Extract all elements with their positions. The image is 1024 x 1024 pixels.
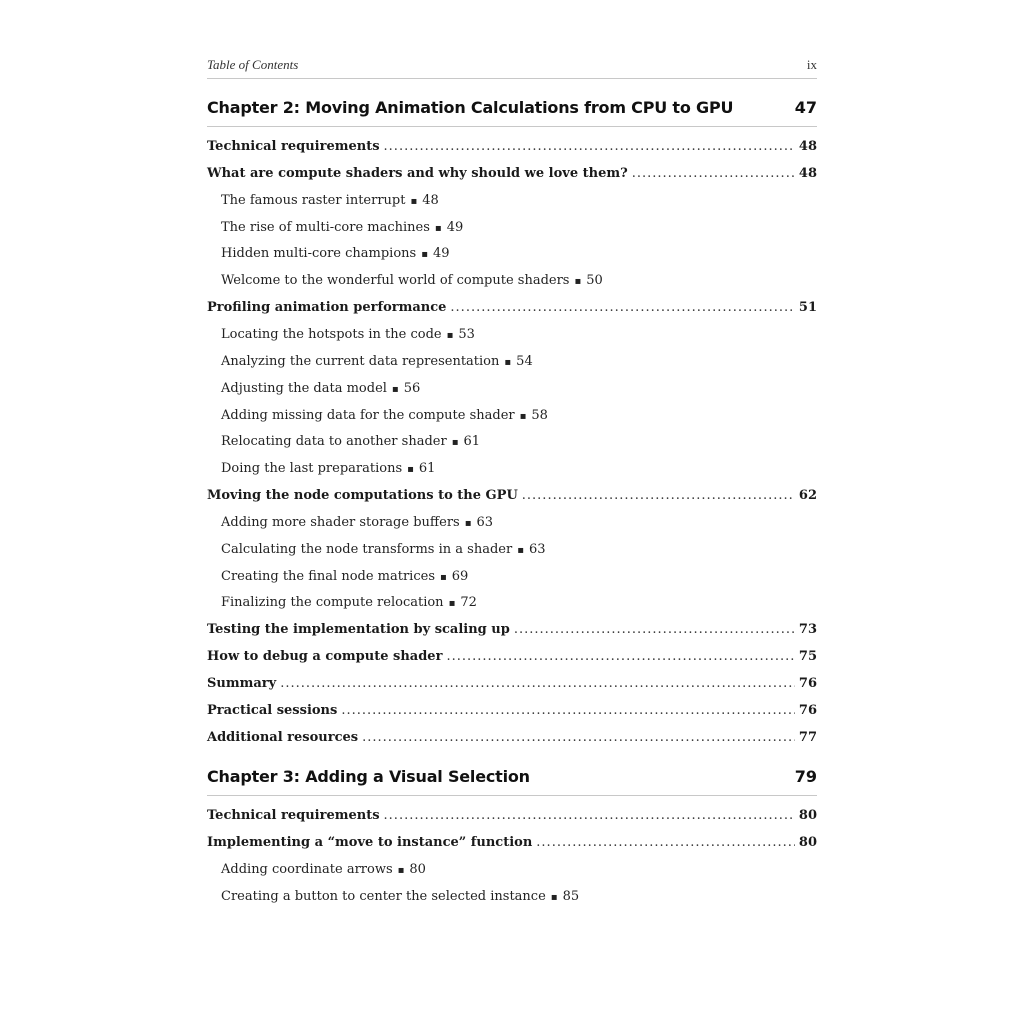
bullet-separator-icon: ▪ [517, 544, 524, 556]
toc-subsection-entry[interactable] [207, 567, 817, 587]
toc-subsection-entry[interactable] [207, 406, 817, 426]
section-page-number: 76 [798, 676, 817, 691]
bullet-separator-icon: ▪ [574, 276, 582, 288]
bullet-separator-icon: ▪ [451, 437, 459, 449]
toc-section-entry[interactable] [207, 701, 817, 721]
dot-leader [514, 620, 795, 640]
dot-leader [450, 298, 794, 318]
chapter-title: Chapter 3: Adding a Visual Selection [207, 767, 530, 786]
dot-leader [341, 701, 795, 721]
section-label: Technical requirements [207, 139, 380, 154]
section-page-number: 51 [798, 300, 817, 316]
toc-subsection-entry[interactable] [207, 191, 817, 211]
toc-subsection-entry[interactable] [207, 244, 817, 264]
toc-subsection-entry[interactable] [207, 379, 817, 399]
section-label: Profiling animation performance [207, 300, 447, 316]
subsection-page-number: 85 [562, 888, 580, 904]
section-label: Implementing a “move to instance” function [207, 834, 533, 850]
subsection-label: Adding coordinate arrows [221, 861, 393, 877]
subsection-page-number: 61 [463, 434, 481, 450]
subsection-label: Finalizing the compute relocation [221, 595, 444, 611]
subsection-label: Creating the final node matrices [221, 568, 435, 584]
subsection-label: Adding more shader storage buffers [221, 514, 460, 530]
toc-section-entry[interactable] [207, 806, 817, 826]
toc-subsection-entry[interactable] [207, 271, 817, 291]
bullet-separator-icon: ▪ [434, 222, 442, 234]
toc-subsection-entry[interactable] [207, 218, 817, 238]
bullet-separator-icon: ▪ [391, 383, 399, 395]
subsection-page-number: 80 [409, 861, 426, 877]
chapter-page-number: 47 [794, 98, 817, 117]
section-page-number: 48 [798, 165, 817, 181]
subsection-label: Calculating the node transforms in a shader [221, 541, 513, 557]
dot-leader [362, 728, 795, 748]
toc-subsection-entry[interactable] [207, 593, 817, 613]
toc-section-entry[interactable] [207, 486, 817, 506]
section-label: Testing the implementation by scaling up [207, 622, 510, 638]
toc-subsection-entry[interactable] [207, 325, 817, 345]
dot-leader [384, 806, 795, 826]
subsection-label: Hidden multi-core champions [221, 246, 417, 262]
toc-section-entry[interactable] [207, 137, 817, 157]
section-page-number: 77 [798, 729, 817, 745]
bullet-separator-icon: ▪ [519, 410, 527, 422]
section-page-number: 62 [798, 488, 817, 504]
bullet-separator-icon: ▪ [446, 329, 454, 341]
subsection-page-number: 63 [528, 541, 546, 557]
toc-subsection-entry[interactable] [207, 432, 817, 452]
toc-section-entry[interactable] [207, 620, 817, 640]
subsection-label: Adding missing data for the compute shader [221, 407, 515, 423]
bullet-separator-icon: ▪ [397, 864, 405, 876]
bullet-separator-icon: ▪ [550, 891, 558, 903]
toc-subsection-entry[interactable] [207, 352, 817, 372]
section-label: Technical requirements [207, 808, 380, 823]
subsection-label: Locating the hotspots in the code [221, 326, 442, 342]
toc-section-entry[interactable] [207, 674, 817, 694]
subsection-page-number: 72 [460, 595, 477, 611]
subsection-label: Analyzing the current data representation [221, 353, 500, 369]
subsection-page-number: 56 [403, 380, 421, 396]
bullet-separator-icon: ▪ [504, 356, 512, 368]
bullet-separator-icon: ▪ [464, 517, 472, 529]
bullet-separator-icon: ▪ [421, 249, 428, 261]
section-page-number: 73 [798, 622, 817, 638]
subsection-page-number: 49 [446, 219, 464, 235]
dot-leader [280, 674, 795, 694]
subsection-page-number: 53 [458, 326, 475, 342]
running-header-title: Table of Contents [207, 57, 299, 72]
subsection-label: Creating a button to center the selected instance [221, 888, 546, 904]
section-label: Additional resources [207, 729, 359, 745]
section-label: What are compute shaders and why should we love them? [207, 165, 628, 181]
section-page-number: 80 [798, 808, 817, 823]
toc-subsection-entry[interactable] [207, 540, 817, 560]
subsection-page-number: 58 [531, 407, 548, 423]
running-header-page-number: ix [806, 57, 817, 72]
subsection-page-number: 61 [418, 461, 436, 477]
toc-subsection-entry[interactable] [207, 860, 817, 880]
dot-leader [632, 164, 795, 184]
section-page-number: 48 [798, 139, 817, 154]
subsection-page-number: 63 [476, 514, 494, 530]
chapter-title: Chapter 2: Moving Animation Calculations from CPU to GPU [207, 98, 734, 117]
section-label: Moving the node computations to the GPU [207, 488, 518, 504]
toc-subsection-entry[interactable] [207, 887, 817, 907]
section-label: Summary [207, 676, 277, 691]
toc-section-entry[interactable] [207, 298, 817, 318]
toc-section-entry[interactable] [207, 833, 817, 853]
subsection-page-number: 50 [586, 273, 603, 289]
toc-section-entry[interactable] [207, 728, 817, 748]
bullet-separator-icon: ▪ [448, 598, 456, 610]
subsection-page-number: 49 [432, 246, 450, 262]
dot-leader [384, 137, 795, 157]
section-label: Practical sessions [207, 702, 338, 718]
subsection-page-number: 48 [422, 192, 439, 208]
running-header [207, 57, 817, 79]
chapter-page-number: 79 [794, 767, 817, 786]
section-label: How to debug a compute shader [207, 649, 443, 665]
subsection-page-number: 54 [516, 353, 533, 369]
subsection-label: Welcome to the wonderful world of compute shaders [221, 273, 570, 289]
dot-leader [536, 833, 795, 853]
subsection-label: The famous raster interrupt [221, 192, 406, 208]
toc-section-entry[interactable] [207, 647, 817, 667]
bullet-separator-icon: ▪ [407, 464, 414, 476]
section-page-number: 76 [798, 702, 817, 718]
toc-subsection-entry[interactable] [207, 459, 817, 479]
subsection-label: The rise of multi-core machines [221, 219, 430, 235]
toc-subsection-entry[interactable] [207, 513, 817, 533]
bullet-separator-icon: ▪ [440, 571, 447, 583]
toc-section-entry[interactable] [207, 164, 817, 184]
dot-leader [446, 647, 794, 667]
subsection-label: Doing the last preparations [221, 461, 403, 477]
chapter-heading[interactable] [207, 98, 817, 127]
section-page-number: 75 [798, 649, 817, 665]
subsection-page-number: 69 [451, 568, 469, 584]
bullet-separator-icon: ▪ [410, 195, 418, 207]
subsection-label: Adjusting the data model [221, 380, 387, 396]
chapter-heading[interactable] [207, 767, 817, 796]
section-page-number: 80 [798, 834, 817, 850]
subsection-label: Relocating data to another shader [221, 434, 447, 450]
dot-leader [522, 486, 795, 506]
